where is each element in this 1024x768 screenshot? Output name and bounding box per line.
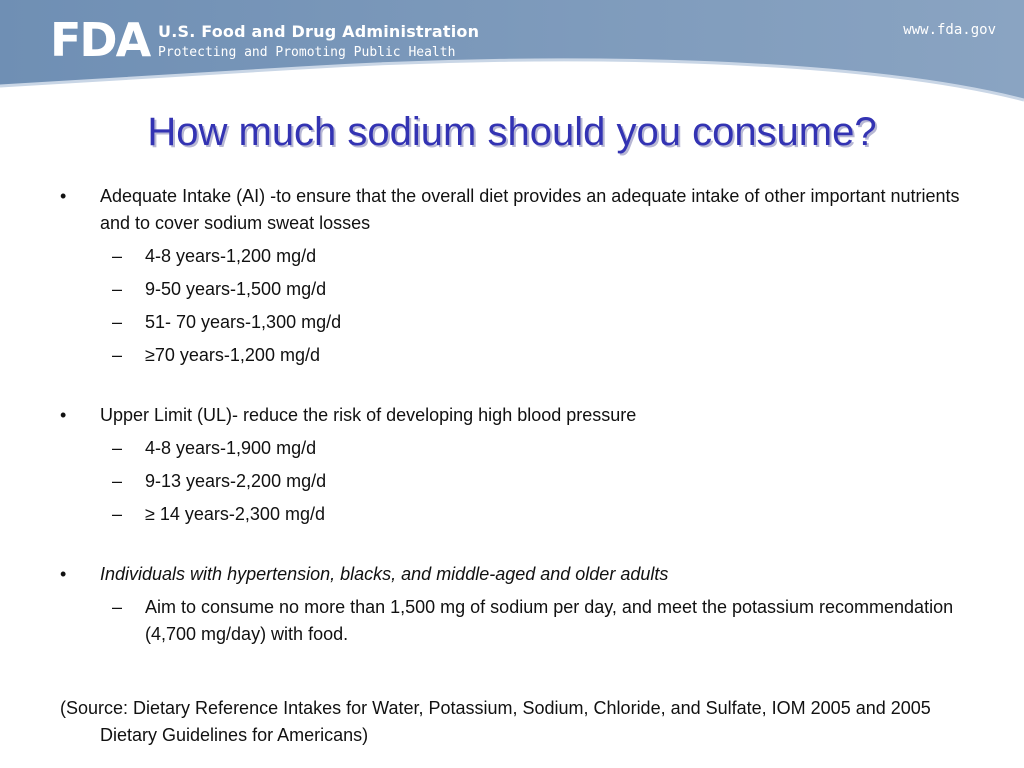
sub-item-text: 9-13 years-2,200 mg/d bbox=[145, 471, 327, 491]
bullet-text: Individuals with hypertension, blacks, and middle-aged and older adults bbox=[100, 564, 669, 584]
sub-item bbox=[60, 501, 960, 528]
bullet-dot: • bbox=[60, 564, 67, 584]
header-banner bbox=[0, 0, 1024, 110]
sub-dash: – bbox=[112, 345, 123, 365]
bullet-dot: • bbox=[60, 186, 67, 206]
sub-dash: – bbox=[112, 471, 123, 491]
sub-item-text: 4-8 years-1,900 mg/d bbox=[145, 438, 317, 458]
sub-item bbox=[60, 243, 960, 270]
bullet-text: Upper Limit (UL)- reduce the risk of developing high blood pressure bbox=[100, 405, 637, 425]
spacer bbox=[60, 528, 960, 561]
sub-item bbox=[60, 594, 960, 648]
bullet-dot: • bbox=[60, 405, 67, 425]
bullet-at-risk-groups bbox=[60, 561, 960, 588]
sub-item bbox=[60, 276, 960, 303]
bullet-upper-limit bbox=[60, 402, 960, 429]
sub-dash: – bbox=[112, 504, 123, 524]
sub-item-text: ≥70 years-1,200 mg/d bbox=[145, 345, 320, 365]
sub-item-text: 9-50 years-1,500 mg/d bbox=[145, 279, 327, 299]
bullet-text: Adequate Intake (AI) -to ensure that the overall diet provides an adequate intake of other important nutrients and to cover sodium sweat losses bbox=[100, 186, 960, 233]
sub-item bbox=[60, 342, 960, 369]
sub-item-text: 51- 70 years-1,300 mg/d bbox=[145, 312, 342, 332]
bullet-adequate-intake bbox=[60, 183, 960, 237]
sub-item bbox=[60, 309, 960, 336]
slide-content bbox=[60, 183, 960, 648]
sub-item bbox=[60, 468, 960, 495]
slide-title: How much sodium should you consume? bbox=[147, 110, 877, 154]
sub-dash: – bbox=[112, 312, 123, 332]
sub-dash: – bbox=[112, 279, 123, 299]
sub-dash: – bbox=[112, 438, 123, 458]
source-citation: (Source: Dietary Reference Intakes for Water, Potassium, Sodium, Chloride, and Sulfate, IOM 2005 and 2005 Dietary Guidelines for Americans) bbox=[60, 698, 931, 745]
agency-name: U.S. Food and Drug Administration bbox=[158, 22, 480, 41]
sub-item-text: Aim to consume no more than 1,500 mg of sodium per day, and meet the potassium recommendation (4,700 mg/day) with food. bbox=[145, 597, 954, 644]
sub-item-text: 4-8 years-1,200 mg/d bbox=[145, 246, 317, 266]
sub-dash: – bbox=[112, 246, 123, 266]
sub-dash: – bbox=[112, 597, 123, 617]
fda-logo: FDA bbox=[50, 13, 150, 67]
agency-block bbox=[158, 22, 479, 62]
banner-wave bbox=[0, 0, 1024, 110]
sub-item-text: ≥ 14 years-2,300 mg/d bbox=[145, 504, 325, 524]
agency-tagline: Protecting and Promoting Public Health bbox=[158, 45, 456, 60]
website-url[interactable]: www.fda.gov bbox=[903, 22, 996, 38]
spacer bbox=[60, 369, 960, 402]
sub-item bbox=[60, 435, 960, 462]
